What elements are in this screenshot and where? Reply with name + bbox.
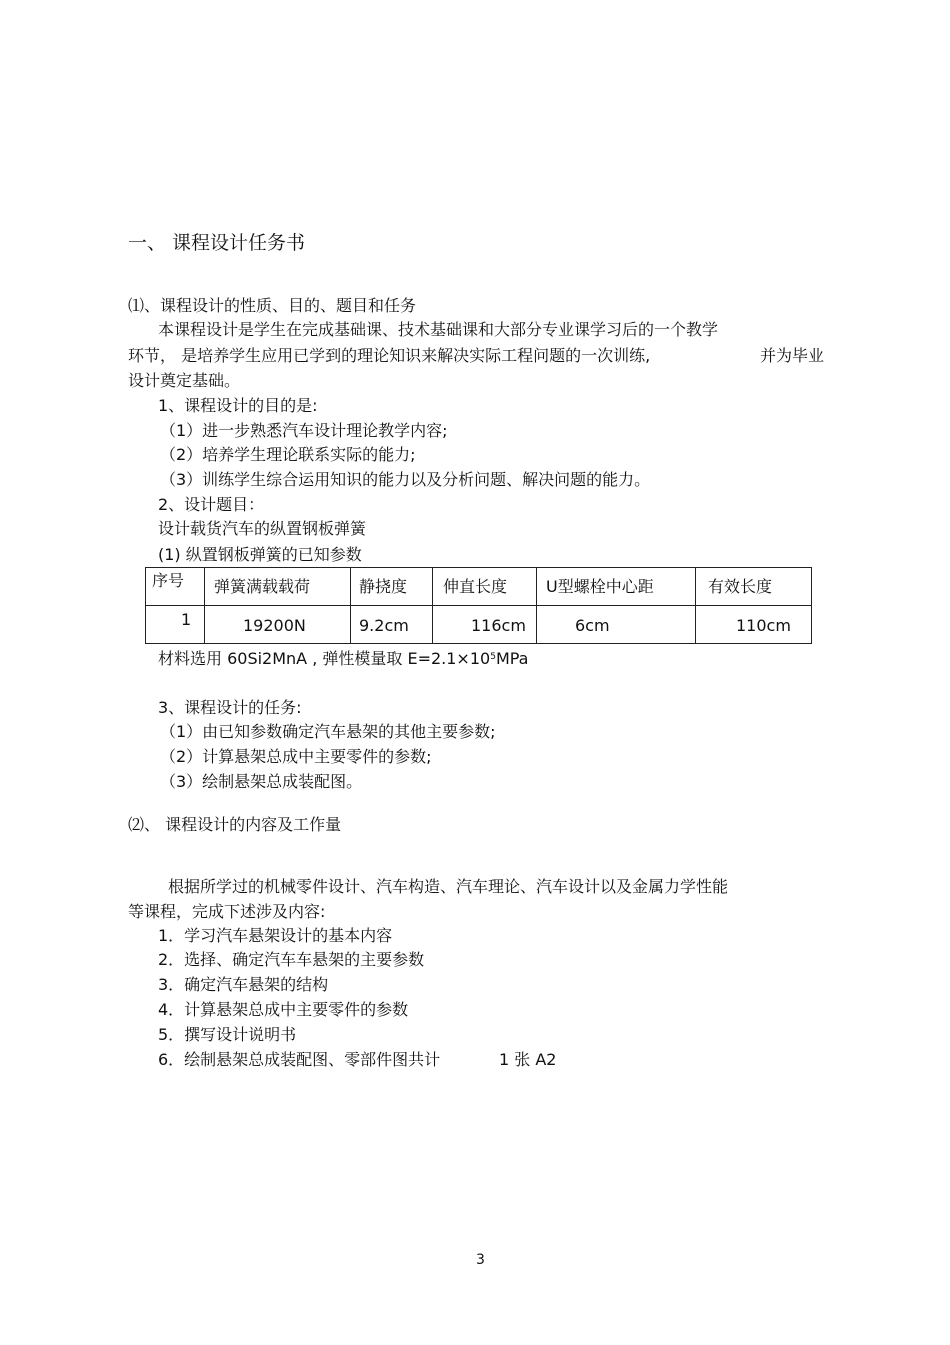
- task-title: 3、课程设计的任务:: [158, 698, 302, 717]
- task-item: （2）计算悬架总成中主要零件的参数;: [160, 747, 432, 766]
- table-cell: 110cm: [736, 616, 791, 635]
- table-cell: 19200N: [243, 616, 306, 635]
- content-item: 6．绘制悬架总成装配图、零部件图共计: [158, 1050, 441, 1069]
- table-header-cell: 有效长度: [708, 577, 773, 596]
- content-item: 1．学习汽车悬架设计的基本内容: [158, 926, 393, 945]
- section1-intro-line3: 设计奠定基础。: [128, 371, 241, 390]
- section2-title: ⑵、 课程设计的内容及工作量: [128, 815, 342, 834]
- section1-intro-line2: 环节， 是培养学生应用已学到的理论知识来解决实际工程问题的一次训练,: [128, 346, 651, 365]
- table-header-cell: 静挠度: [359, 577, 408, 596]
- section2-intro-line2: 等课程，完成下述涉及内容:: [128, 902, 326, 921]
- table-cell: 116cm: [471, 616, 526, 635]
- section1-title: ⑴、课程设计的性质、目的、题目和任务: [128, 296, 417, 315]
- params-title: (1) 纵置钢板弹簧的已知参数: [158, 545, 362, 564]
- content-item: 3．确定汽车悬架的结构: [158, 975, 329, 994]
- content-item-tail: 1 张 A2: [499, 1050, 557, 1069]
- parameter-table: [145, 567, 812, 644]
- section1-intro-line1: 本课程设计是学生在完成基础课、技术基础课和大部分专业课学习后的一个教学: [158, 320, 719, 339]
- material-line: [158, 649, 528, 669]
- section2-intro-line1: 根据所学过的机械零件设计、汽车构造、汽车理论、汽车设计以及金属力学性能: [168, 877, 729, 896]
- topic-text: 设计载货汽车的纵置钢板弹簧: [158, 519, 367, 538]
- table-cell: 6cm: [575, 616, 610, 635]
- material-text: 材料选用 60Si2MnA , 弹性模量取 E=2.1×10: [158, 649, 491, 668]
- content-item: 5．撰写设计说明书: [158, 1025, 297, 1044]
- table-header-cell: 弹簧满载载荷: [214, 577, 311, 596]
- table-header-cell: U型螺栓中心距: [546, 577, 654, 596]
- content-item: 4．计算悬架总成中主要零件的参数: [158, 1000, 409, 1019]
- task-item: （1）由已知参数确定汽车悬架的其他主要参数;: [160, 722, 496, 741]
- purpose-title: 1、课程设计的目的是:: [158, 396, 318, 415]
- purpose-item: （1）进一步熟悉汽车设计理论教学内容;: [160, 421, 448, 440]
- page-heading: 一、 课程设计任务书: [128, 232, 306, 254]
- table-header-cell: 序号: [152, 571, 185, 590]
- material-unit: MPa: [495, 649, 529, 668]
- page-number: 3: [476, 1252, 485, 1268]
- purpose-item: （3）训练学生综合运用知识的能力以及分析问题、解决问题的能力。: [160, 470, 651, 489]
- topic-title: 2、设计题目：: [158, 495, 265, 514]
- table-cell: 1: [181, 610, 192, 629]
- table-cell: 9.2cm: [359, 616, 409, 635]
- content-item: 2．选择、确定汽车车悬架的主要参数: [158, 950, 425, 969]
- material-exponent: 5: [490, 652, 496, 662]
- task-item: （3）绘制悬架总成装配图。: [160, 772, 363, 791]
- purpose-item: （2）培养学生理论联系实际的能力;: [160, 445, 416, 464]
- section1-intro-line2b: 并为毕业: [760, 346, 825, 365]
- table-header-cell: 伸直长度: [443, 577, 508, 596]
